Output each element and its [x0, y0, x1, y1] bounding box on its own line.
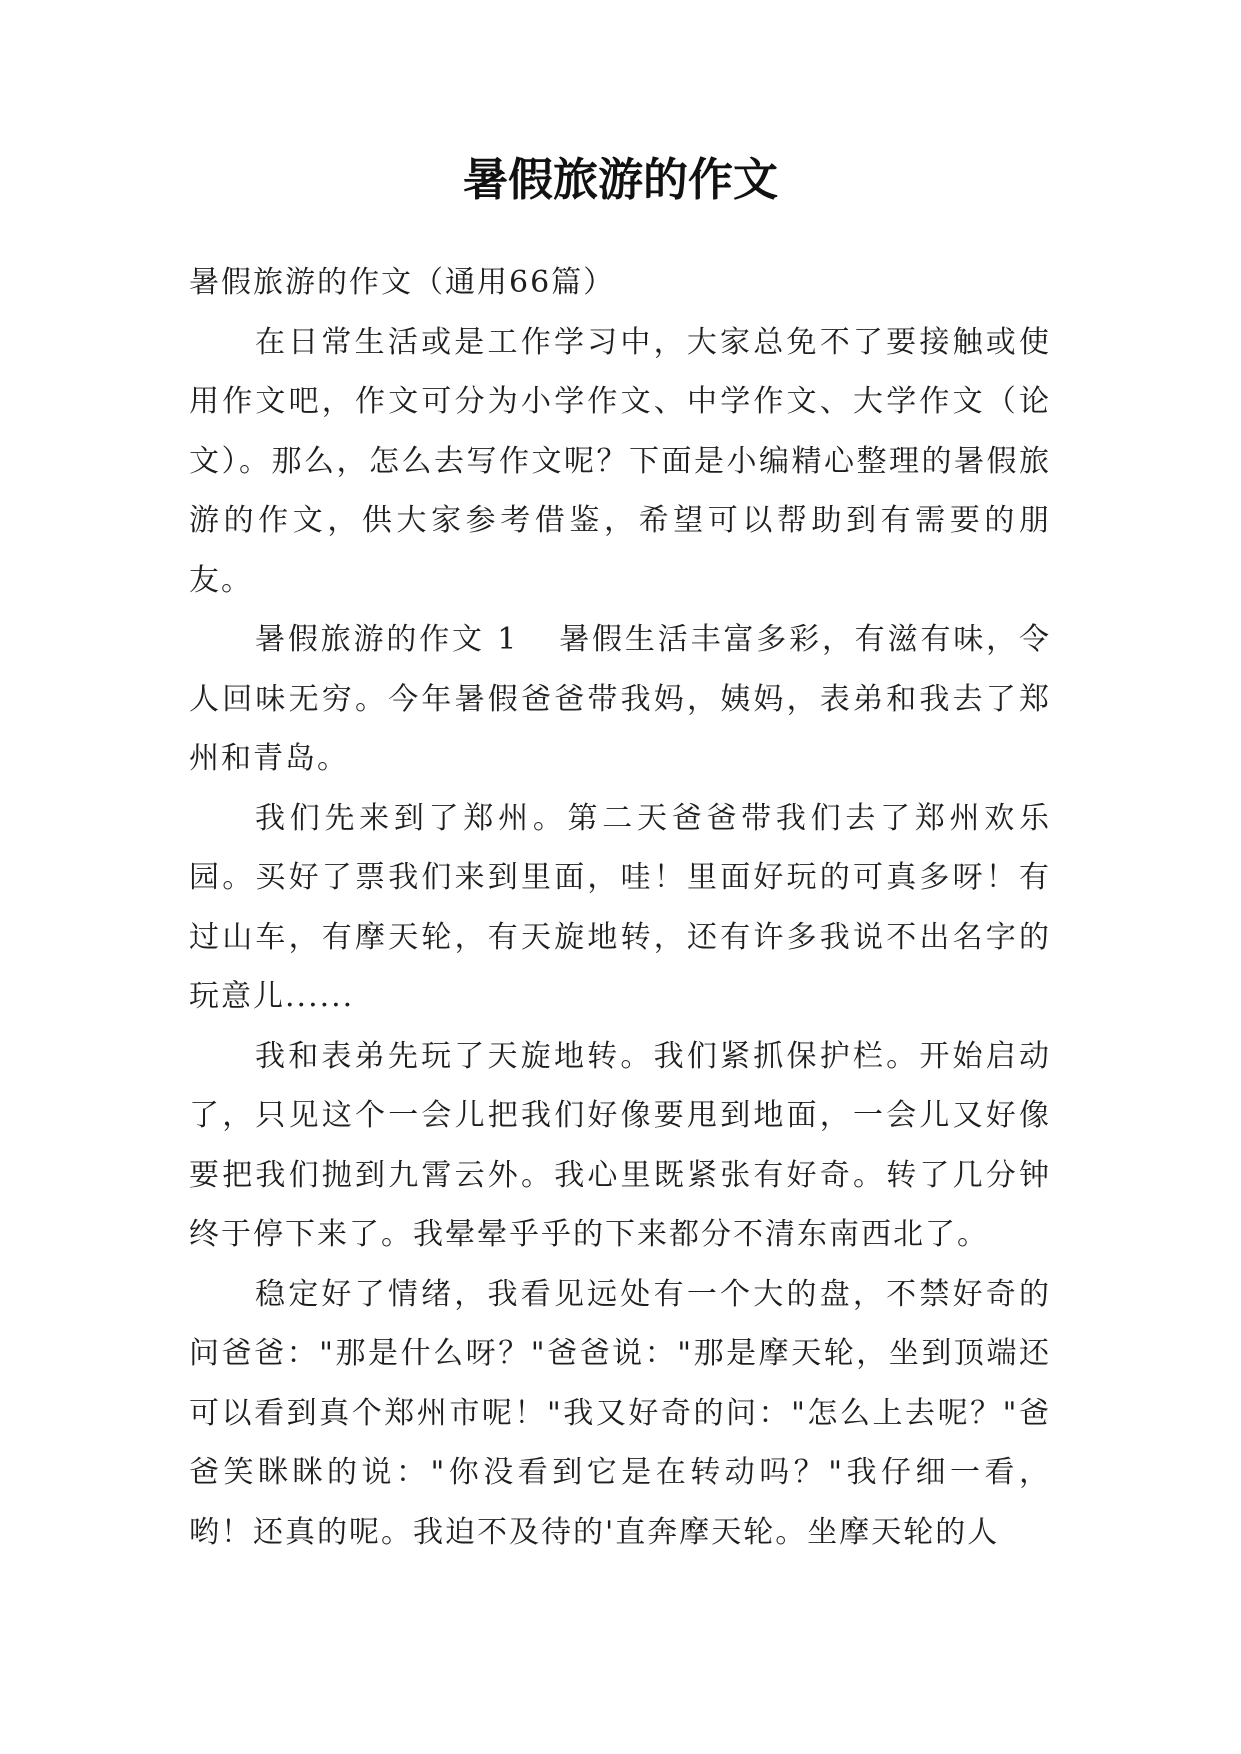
essay-1-paragraph [189, 610, 1051, 789]
intro-paragraph: 在日常生活或是工作学习中，大家总免不了要接触或使用作文吧，作文可分为小学作文、中学作文、大学作文（论文）。那么，怎么去写作文呢？下面是小编精心整理的暑假旅游的作文，供大家参考借鉴，希望可以帮助到有需要的朋友。 [189, 324, 1051, 598]
document-title: 暑假旅游的作文 [462, 153, 778, 206]
paragraph-spinning-ride: 我和表弟先玩了天旋地转。我们紧抓保护栏。开始启动了，只见这个一会儿把我们好像要甩到地面，一会儿又好像要把我们抛到九霄云外。我心里既紧张有好奇。转了几分钟终于停下来了。我晕晕乎乎的下来都分不清东南西北了。 [189, 1038, 1051, 1252]
document-body [189, 253, 1051, 1562]
paragraph-ferris-wheel: 稳定好了情绪，我看见远处有一个大的盘，不禁好奇的问爸爸："那是什么呀？"爸爸说："那是摩天轮，坐到顶端还可以看到真个郑州市呢！"我又好奇的问："怎么上去呢？"爸爸笑眯眯的说："你没看到它是在转动吗？"我仔细一看，哟！还真的呢。我迫不及待的'直奔摩天轮。坐摩天轮的人 [189, 1276, 1051, 1550]
essay-1-heading: 暑假旅游的作文 1 [255, 622, 519, 657]
paragraph-zhengzhou: 我们先来到了郑州。第二天爸爸带我们去了郑州欢乐园。买好了票我们来到里面，哇！里面好玩的可真多呀！有过山车，有摩天轮，有天旋地转，还有许多我说不出名字的玩意儿...... [189, 800, 1051, 1014]
document-subtitle: 暑假旅游的作文（通用66篇） [189, 265, 616, 300]
essay-1-opening: 暑假生活丰富多彩，有滋有味，令人回味无穷。今年暑假爸爸带我妈，姨妈，表弟和我去了郑州和青岛。 [189, 622, 1052, 776]
